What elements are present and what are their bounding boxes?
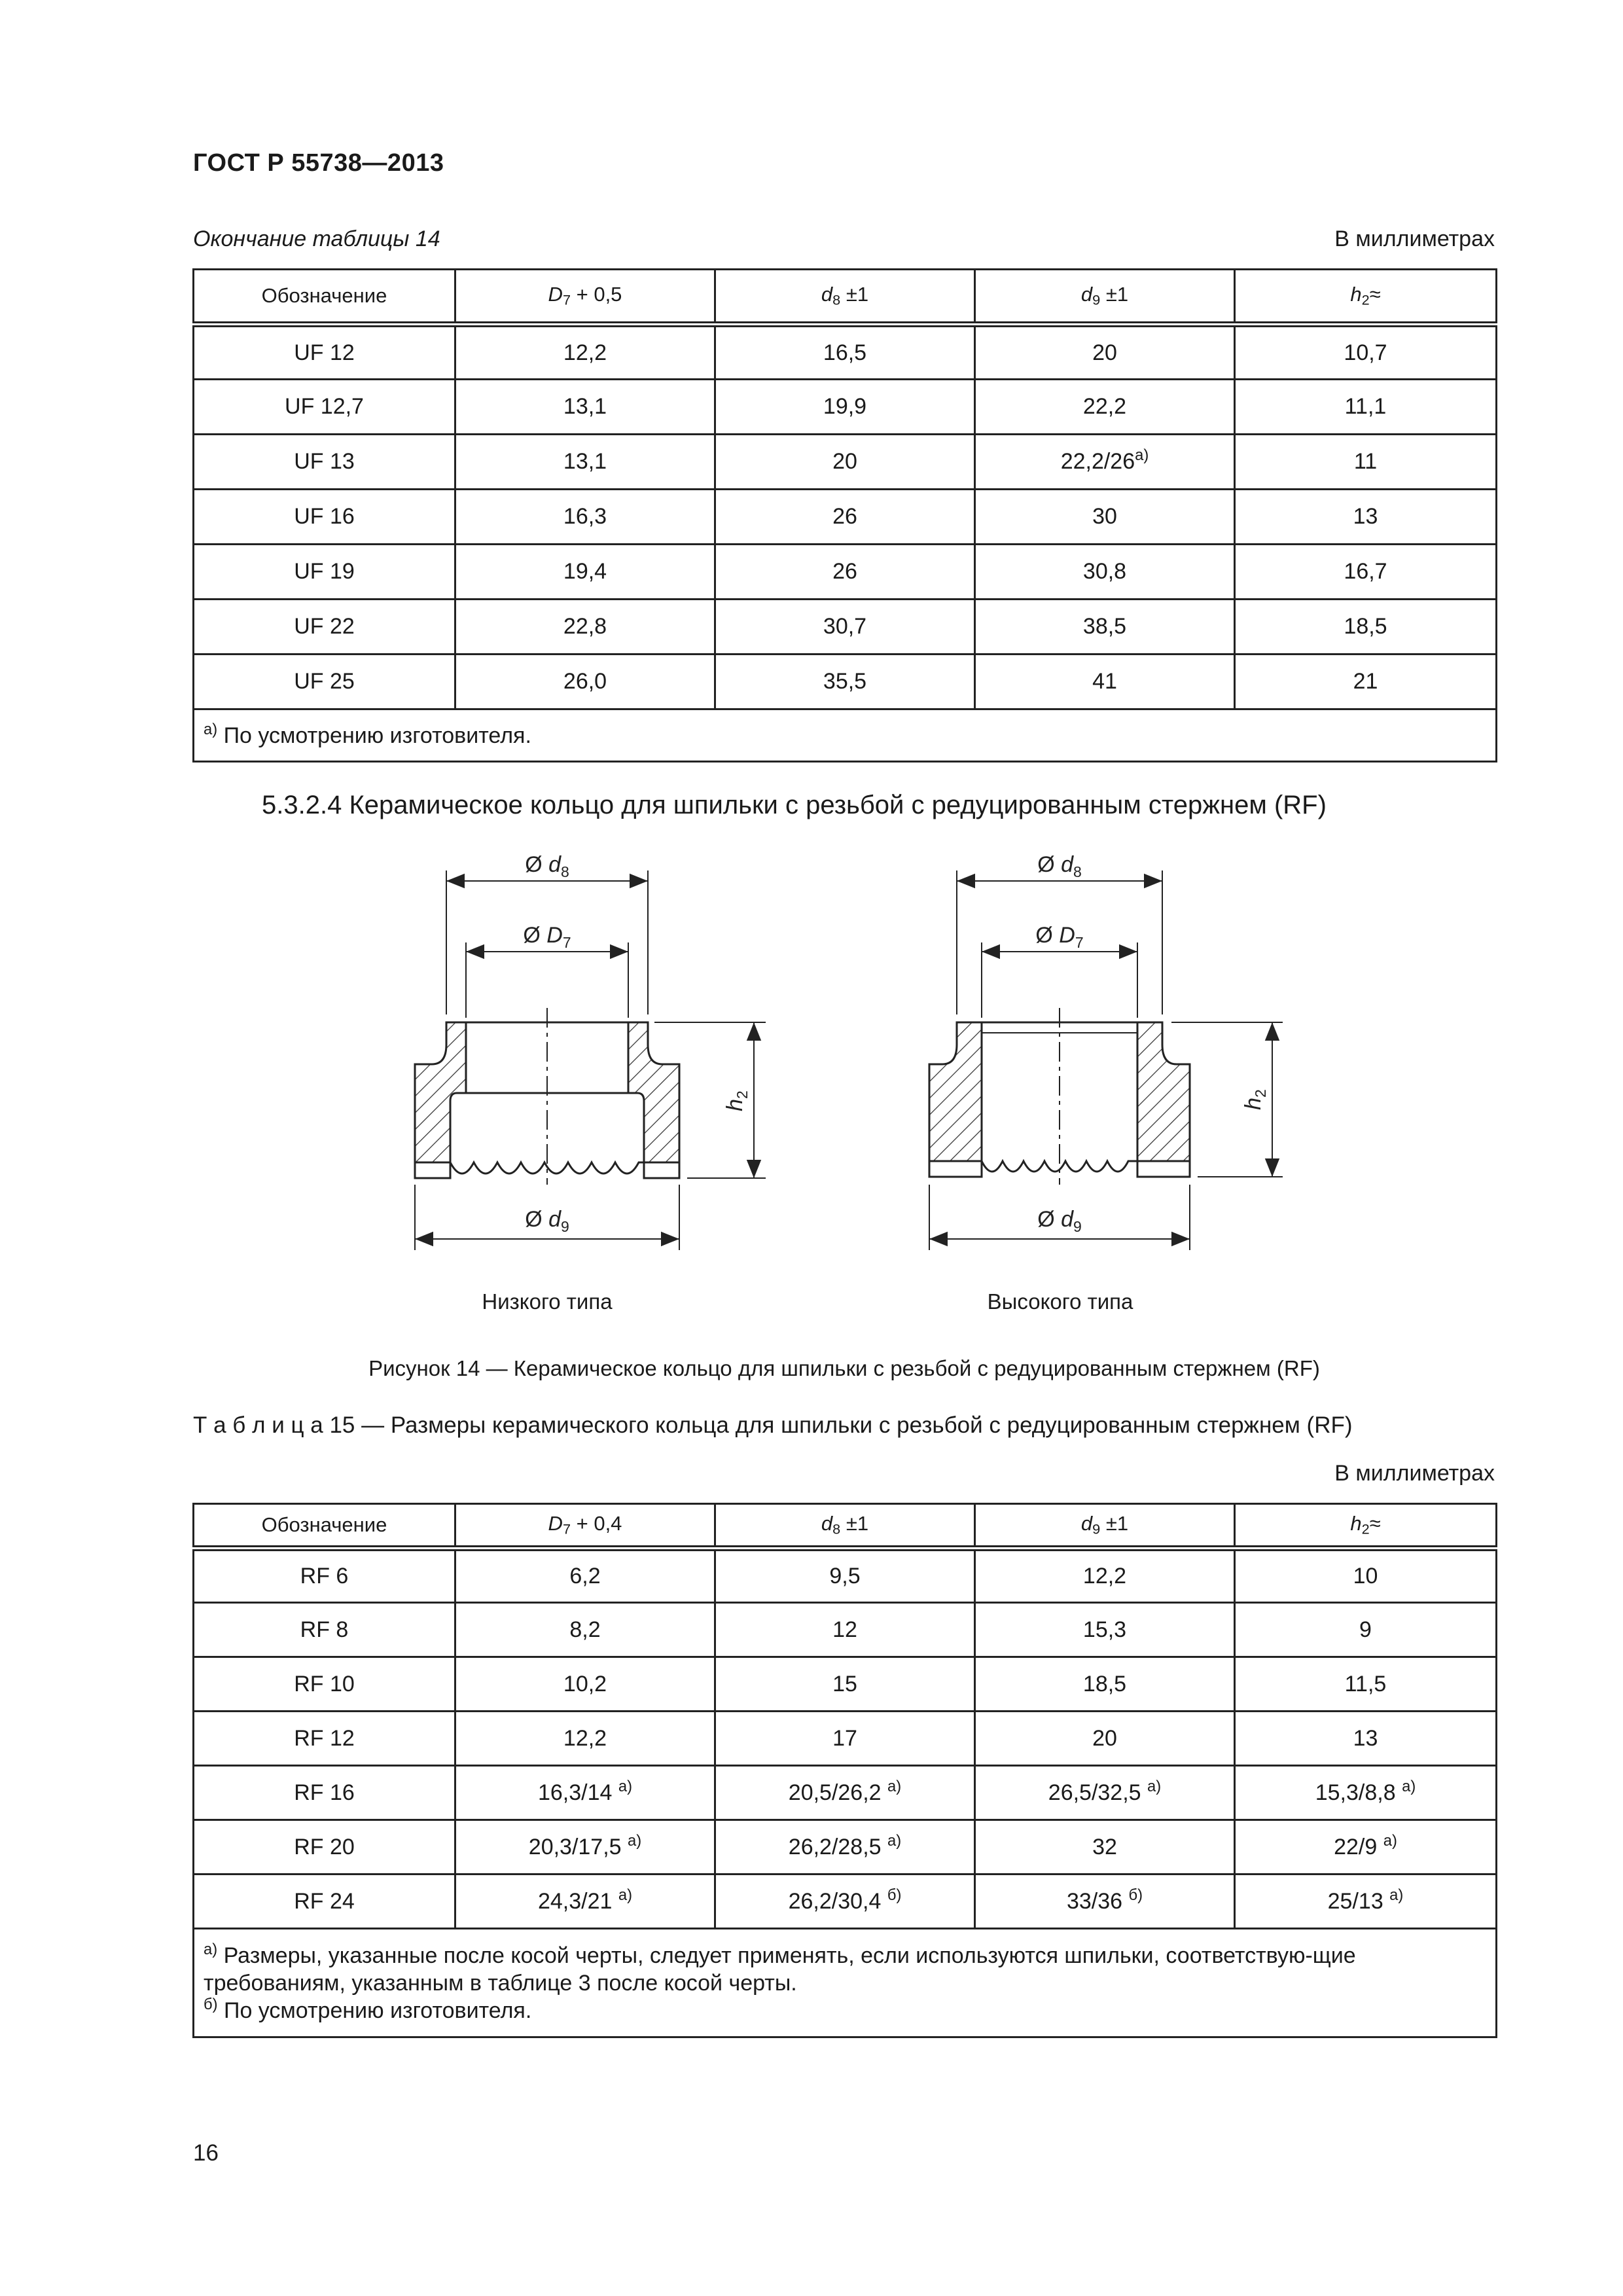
cell-value: 30,7: [823, 614, 867, 639]
table-row: [194, 1549, 1497, 1603]
header-symbol: D: [548, 283, 563, 306]
header-symbol: D: [548, 1512, 563, 1535]
cell-value: 26: [832, 504, 857, 529]
header-symbol: d: [821, 1512, 833, 1535]
column-header: [455, 1504, 715, 1549]
table-cell: [715, 1712, 975, 1766]
cell-value: 16,3: [563, 504, 607, 529]
label-h2-high: $h_2$: [1241, 1089, 1269, 1110]
header-symbol: d: [821, 283, 833, 306]
label-d9-low: Ø $d_9$: [525, 1207, 569, 1235]
cell-value: RF 8: [300, 1617, 349, 1642]
column-header: [1235, 1504, 1497, 1549]
table14-caption: Окончание таблицы 14: [193, 226, 440, 251]
header-tolerance: ±1: [1100, 1512, 1129, 1535]
cell-value: 35,5: [823, 669, 867, 694]
table-cell: [975, 1874, 1235, 1929]
cell-value: 16,3/14: [537, 1780, 618, 1805]
table-cell: [975, 1549, 1235, 1603]
table-footnotes: [194, 709, 1497, 762]
table-cell: [1235, 1657, 1497, 1712]
cell-value: 20: [1092, 340, 1117, 365]
table-cell: [975, 380, 1235, 435]
table-cell: [455, 545, 715, 600]
table-cell: [455, 1603, 715, 1657]
header-tolerance: ≈: [1369, 1512, 1381, 1535]
table-row: [194, 655, 1497, 709]
cell-value: UF 22: [294, 614, 355, 639]
header-symbol: d: [1080, 1512, 1093, 1535]
cell-value: 26,5/32,5: [1048, 1780, 1148, 1805]
header-tolerance: ±1: [840, 1512, 869, 1535]
table-cell: [455, 435, 715, 490]
table-cell: [715, 325, 975, 380]
cell-value: 12,2: [563, 1725, 607, 1751]
cell-value: 19,4: [563, 559, 607, 584]
header-text: Обозначение: [261, 284, 387, 307]
cell-value: 11: [1353, 449, 1378, 474]
table-cell: [455, 1820, 715, 1874]
cell-value: 25/13: [1327, 1888, 1390, 1914]
cell-value: 9,5: [829, 1564, 861, 1588]
table-cell: [975, 1712, 1235, 1766]
cell-value: 24,3/21: [537, 1888, 618, 1914]
cell-value: 16,7: [1344, 559, 1387, 584]
cell-value: 13: [1353, 1725, 1378, 1751]
cell-value: 20,3/17,5: [528, 1834, 628, 1859]
table-cell: [1235, 325, 1497, 380]
table-cell: [194, 490, 455, 545]
cell-value: 6,2: [569, 1564, 601, 1588]
table-cell: [715, 600, 975, 655]
table-row: [194, 325, 1497, 380]
header-tolerance: + 0,5: [571, 283, 622, 306]
column-header: [975, 1504, 1235, 1549]
table-row: [194, 380, 1497, 435]
footnote-mark: а): [628, 1831, 642, 1850]
header-subscript: 7: [562, 1520, 571, 1537]
footnote-mark: а): [887, 1777, 902, 1795]
table15: [192, 1503, 1497, 2038]
table-cell: [194, 1820, 455, 1874]
cell-value: 8,2: [569, 1617, 601, 1642]
cell-value: 15,3: [1082, 1617, 1127, 1642]
figure-14-drawing: [0, 844, 1623, 1342]
table-cell: [194, 1712, 455, 1766]
table-row: [194, 1603, 1497, 1657]
cell-value: 20: [1092, 1725, 1117, 1751]
header-subscript: 8: [832, 1520, 841, 1537]
table15-caption-word: Т а б л и ц а: [193, 1412, 323, 1438]
table-cell: [715, 1766, 975, 1820]
cell-value: UF 16: [294, 504, 355, 529]
cell-value: 10: [1353, 1564, 1378, 1588]
table-cell: [975, 1657, 1235, 1712]
cell-value: UF 13: [294, 449, 355, 474]
table-cell: [975, 325, 1235, 380]
table-cell: [975, 1820, 1235, 1874]
table-cell: [194, 545, 455, 600]
label-D7-high: Ø $D_7$: [1035, 923, 1084, 951]
table-cell: [975, 435, 1235, 490]
column-header: [715, 270, 975, 325]
table15-caption-text: 15 — Размеры керамического кольца для шпильки с резьбой с редуцированным стержнем (RF): [323, 1412, 1353, 1438]
footnote-mark: б): [1128, 1886, 1143, 1904]
ring-low-type: [415, 870, 766, 1250]
cell-value: 9: [1359, 1617, 1372, 1642]
cell-value: 17: [832, 1725, 857, 1751]
table-cell: [455, 1657, 715, 1712]
header-symbol: h: [1350, 283, 1362, 306]
cell-value: 18,5: [1344, 614, 1387, 639]
figure-caption: Рисунок 14 — Керамическое кольцо для шпильки с резьбой с редуцированным стержнем (RF): [368, 1356, 1320, 1380]
table-cell: [455, 1766, 715, 1820]
cell-value: RF 12: [294, 1725, 355, 1751]
cell-value: 13,1: [563, 449, 607, 474]
table-cell: [975, 1766, 1235, 1820]
table-cell: [715, 1657, 975, 1712]
cell-value: 10,2: [563, 1671, 607, 1696]
cell-value: 10,7: [1344, 340, 1387, 365]
ring-high-type: [929, 870, 1283, 1250]
section-heading: 5.3.2.4 Керамическое кольцо для шпильки с резьбой с редуцированным стержнем (RF): [262, 791, 1327, 819]
table-row: [194, 545, 1497, 600]
cell-value: 26,2/30,4: [788, 1888, 887, 1914]
cell-value: 16,5: [823, 340, 867, 365]
cell-value: RF 6: [300, 1564, 349, 1588]
footnote: [204, 1942, 1486, 1997]
table-row: [194, 1820, 1497, 1874]
footnote-mark: а): [1383, 1831, 1397, 1850]
table-cell: [1235, 600, 1497, 655]
table-cell: [194, 1874, 455, 1929]
table-cell: [1235, 1712, 1497, 1766]
header-text: Обозначение: [261, 1513, 387, 1536]
table-cell: [194, 1657, 455, 1712]
table-cell: [455, 325, 715, 380]
cell-value: 30,8: [1082, 559, 1127, 584]
table-cell: [194, 1549, 455, 1603]
table15-caption: [193, 1412, 1353, 1439]
header-tolerance: + 0,4: [571, 1512, 622, 1535]
table-cell: [975, 655, 1235, 709]
footnote-text: По усмотрению изготовителя.: [217, 1998, 532, 2023]
cell-value: 22,2/26: [1060, 449, 1135, 474]
table15-units: В миллиметрах: [1334, 1461, 1495, 1486]
footnote-mark: а): [618, 1777, 633, 1795]
cell-value: 21: [1353, 669, 1378, 694]
header-subscript: 9: [1092, 1520, 1101, 1537]
cell-value: RF 10: [294, 1671, 355, 1696]
table-cell: [455, 1712, 715, 1766]
table-cell: [455, 1549, 715, 1603]
figure-label-low-type: Низкого типа: [482, 1289, 613, 1314]
table-cell: [455, 380, 715, 435]
header-subscript: 9: [1092, 291, 1101, 308]
table-footnotes: [194, 1929, 1497, 2037]
table-row: [194, 1712, 1497, 1766]
table-cell: [194, 325, 455, 380]
table-cell: [455, 655, 715, 709]
table-cell: [975, 600, 1235, 655]
cell-value: 30: [1092, 504, 1117, 529]
footnote-mark: б): [204, 1995, 218, 2013]
table-notes-row: [194, 1929, 1497, 2037]
table-cell: [194, 1766, 455, 1820]
table-cell: [1235, 1766, 1497, 1820]
header-subscript: 8: [832, 291, 841, 308]
page-number: 16: [193, 2140, 219, 2166]
footnote: [204, 722, 1486, 749]
table-cell: [455, 600, 715, 655]
header-symbol: d: [1080, 283, 1093, 306]
cell-value: 22/9: [1334, 1834, 1383, 1859]
table-row: [194, 490, 1497, 545]
table-cell: [1235, 435, 1497, 490]
table-row: [194, 600, 1497, 655]
table-cell: [715, 380, 975, 435]
cell-value: 13,1: [563, 394, 607, 419]
table-cell: [715, 490, 975, 545]
cell-value: 26,2/28,5: [788, 1834, 888, 1859]
table-cell: [715, 655, 975, 709]
table-cell: [1235, 490, 1497, 545]
column-header: [1235, 270, 1497, 325]
cell-value: 12,2: [1082, 1564, 1127, 1588]
cell-value: 20,5/26,2: [788, 1780, 888, 1805]
table-notes-row: [194, 709, 1497, 762]
label-d9-high: Ø $d_9$: [1037, 1207, 1082, 1235]
footnote-mark: а): [1147, 1777, 1162, 1795]
table-cell: [1235, 1874, 1497, 1929]
table-cell: [715, 1820, 975, 1874]
footnote-mark: а): [1402, 1777, 1416, 1795]
footnote-mark: а): [887, 1831, 902, 1850]
table-cell: [194, 435, 455, 490]
table14-units: В миллиметрах: [1334, 226, 1495, 251]
cell-value: UF 19: [294, 559, 355, 584]
cell-value: 38,5: [1082, 614, 1127, 639]
cell-value: 15,3/8,8: [1315, 1780, 1402, 1805]
table-header-row: [194, 270, 1497, 325]
footnote-mark: а): [618, 1886, 633, 1904]
table-cell: [715, 545, 975, 600]
header-subscript: 2: [1361, 1520, 1370, 1537]
cell-value: 33/36: [1066, 1888, 1129, 1914]
cell-value: 20: [832, 449, 857, 474]
table-cell: [975, 1603, 1235, 1657]
cell-value: RF 20: [294, 1834, 355, 1859]
table-cell: [975, 490, 1235, 545]
table-cell: [1235, 1549, 1497, 1603]
table-header-row: [194, 1504, 1497, 1549]
table-cell: [715, 1549, 975, 1603]
cell-value: 11,5: [1344, 1671, 1387, 1696]
table-cell: [1235, 1603, 1497, 1657]
table14: [192, 268, 1497, 762]
cell-value: 26: [832, 559, 857, 584]
cell-value: 19,9: [823, 394, 867, 419]
cell-value: 12: [832, 1617, 857, 1642]
footnote-text: По усмотрению изготовителя.: [217, 723, 531, 748]
footnote-mark: а): [204, 1940, 218, 1958]
table-cell: [1235, 655, 1497, 709]
label-d8-low: Ø $d_8$: [525, 852, 569, 880]
column-header: [194, 270, 455, 325]
table-row: [194, 1874, 1497, 1929]
footnote-text: Размеры, указанные после косой черты, следует применять, если используются шпильки, соответствую-щие требованиям, указанным в таблице 3 после косой черты.: [204, 1943, 1356, 1996]
document-header: ГОСТ Р 55738—2013: [193, 149, 444, 177]
table-row: [194, 1657, 1497, 1712]
column-header: [715, 1504, 975, 1549]
cell-value: 26,0: [563, 669, 607, 694]
cell-value: 32: [1092, 1834, 1117, 1859]
cell-value: UF 12: [294, 340, 355, 365]
cell-value: 18,5: [1082, 1671, 1127, 1696]
table-cell: [975, 545, 1235, 600]
cell-value: 15: [832, 1671, 857, 1696]
table-cell: [715, 1603, 975, 1657]
footnote: [204, 1997, 1486, 2024]
cell-value: UF 12,7: [285, 394, 364, 419]
table-row: [194, 1766, 1497, 1820]
footnote-mark: a): [1135, 446, 1149, 464]
table-cell: [715, 435, 975, 490]
cell-value: 13: [1353, 504, 1378, 529]
header-symbol: h: [1350, 1512, 1362, 1535]
table-cell: [455, 490, 715, 545]
table-cell: [194, 1603, 455, 1657]
footnote-mark: а): [1389, 1886, 1404, 1904]
label-D7-low: Ø $D_7$: [523, 923, 571, 951]
label-h2-low: $h_2$: [722, 1090, 751, 1111]
table-cell: [194, 655, 455, 709]
cell-value: 41: [1092, 669, 1117, 694]
table-cell: [455, 1874, 715, 1929]
footnote-mark: а): [204, 720, 218, 738]
header-subscript: 2: [1361, 291, 1370, 308]
cell-value: UF 25: [294, 669, 355, 694]
cell-value: 11,1: [1344, 394, 1387, 419]
cell-value: 22,8: [563, 614, 607, 639]
table-cell: [194, 380, 455, 435]
cell-value: RF 16: [294, 1780, 355, 1805]
table-cell: [1235, 1820, 1497, 1874]
table-cell: [1235, 545, 1497, 600]
table-cell: [1235, 380, 1497, 435]
table-row: [194, 435, 1497, 490]
label-d8-high: Ø $d_8$: [1037, 852, 1082, 880]
header-tolerance: ±1: [840, 283, 869, 306]
cell-value: 12,2: [563, 340, 607, 365]
footnote-mark: б): [887, 1886, 902, 1904]
header-tolerance: ±1: [1100, 283, 1129, 306]
header-tolerance: ≈: [1369, 283, 1381, 306]
header-subscript: 7: [562, 291, 571, 308]
column-header: [194, 1504, 455, 1549]
table-cell: [715, 1874, 975, 1929]
cell-value: RF 24: [294, 1888, 355, 1914]
figure-label-high-type: Высокого типа: [987, 1289, 1133, 1314]
column-header: [455, 270, 715, 325]
table-cell: [194, 600, 455, 655]
column-header: [975, 270, 1235, 325]
cell-value: 22,2: [1082, 394, 1127, 419]
